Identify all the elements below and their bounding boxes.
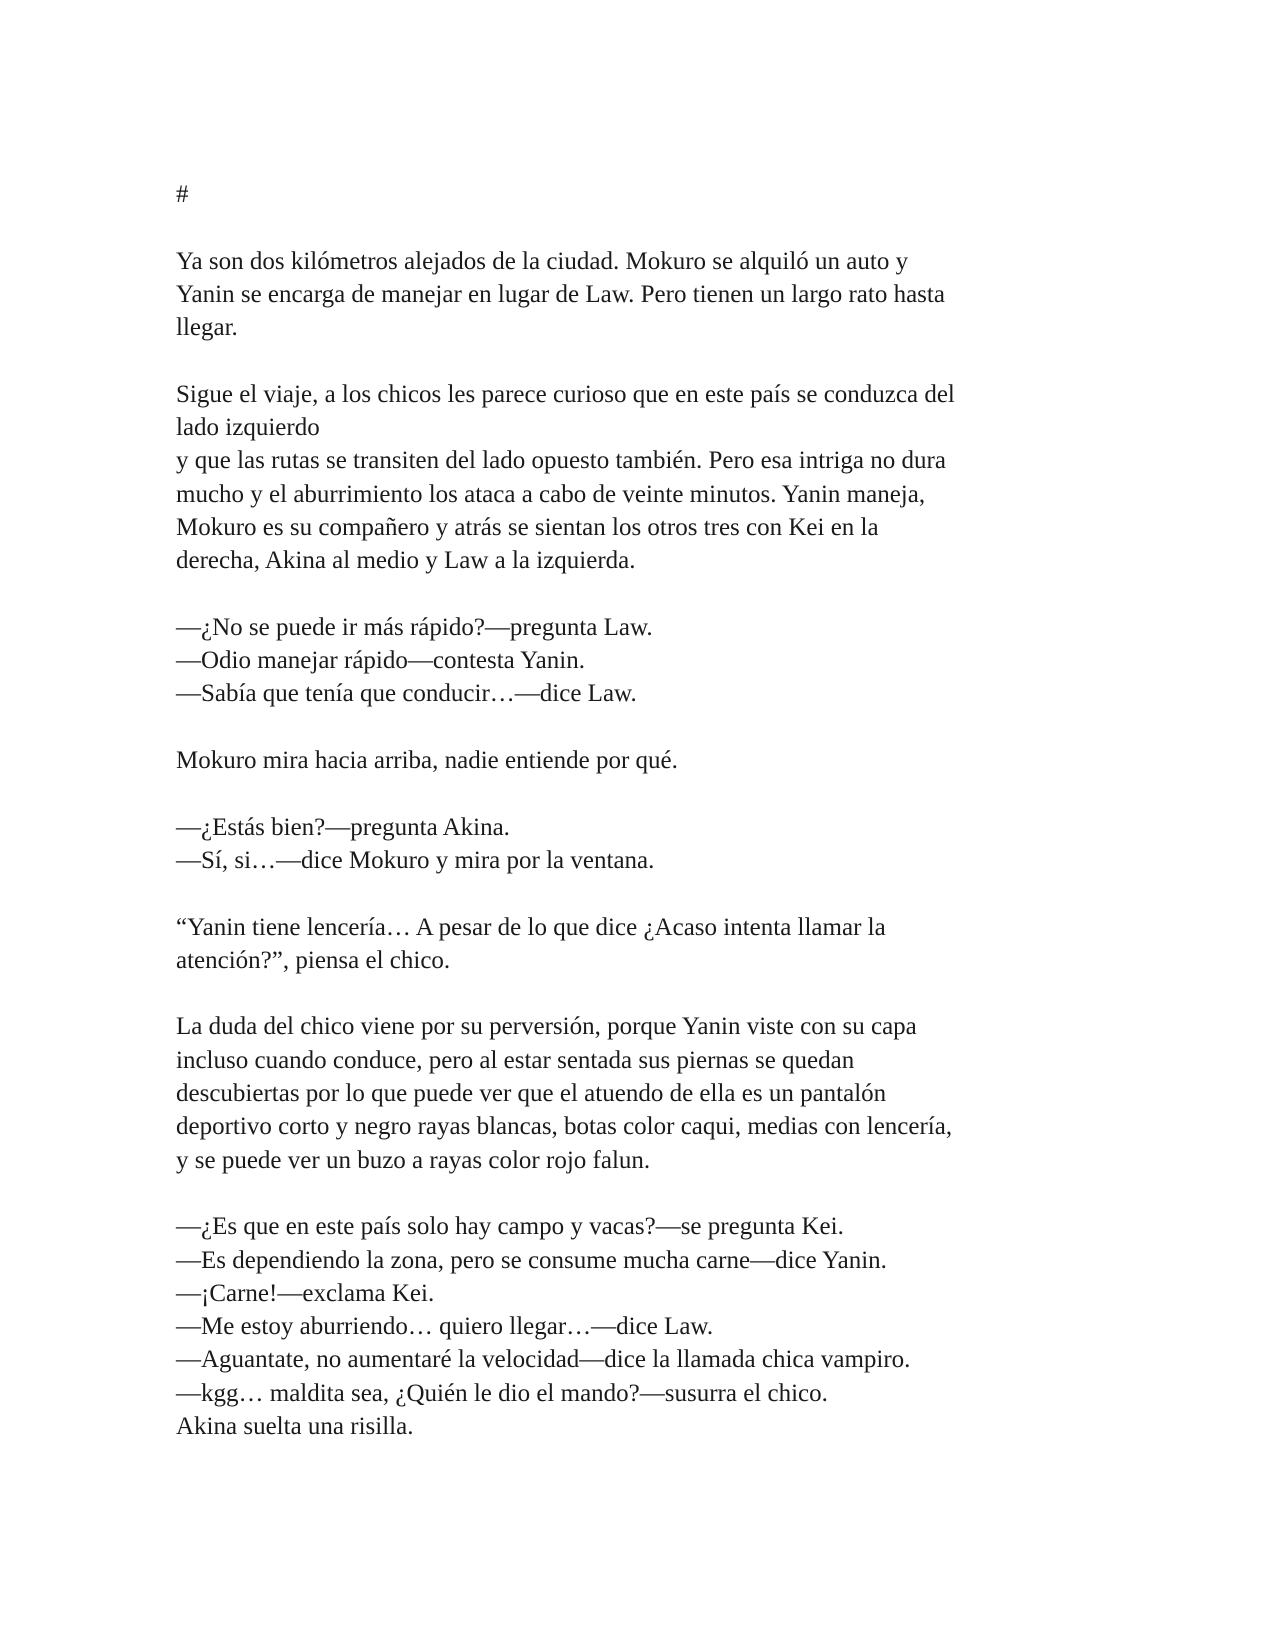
paragraph-spacer xyxy=(176,578,1096,611)
dialogue-line: —¿Es que en este país solo hay campo y vacas?—se pregunta Kei. xyxy=(176,1213,844,1241)
paragraph xyxy=(176,378,1096,578)
paragraph-spacer xyxy=(176,977,1096,1010)
paragraph xyxy=(176,744,1096,777)
dialogue-line: —kgg… maldita sea, ¿Quién le dio el mando?—susurra el chico. xyxy=(176,1379,828,1407)
text-line: La duda del chico viene por su perversión, porque Yanin viste con su capa xyxy=(176,1013,917,1041)
paragraph xyxy=(176,1010,1096,1176)
dialogue-line: —Sabía que tenía que conducir…—dice Law. xyxy=(176,680,637,708)
text-line: Sigue el viaje, a los chicos les parece curioso que en este país se conduzca del xyxy=(176,380,955,408)
paragraph xyxy=(176,245,1096,345)
paragraph xyxy=(176,178,1096,211)
dialogue-line: —Aguantate, no aumentaré la velocidad—dice la llamada chica vampiro. xyxy=(176,1346,911,1374)
dialogue-line: —¿Estás bien?—pregunta Akina. xyxy=(176,813,510,841)
paragraph-spacer xyxy=(176,877,1096,910)
dialogue-line: Akina suelta una risilla. xyxy=(176,1412,414,1440)
text-line: Mokuro es su compañero y atrás se sientan los otros tres con Kei en la xyxy=(176,513,879,541)
text-line: descubiertas por lo que puede ver que el atuendo de ella es un pantalón xyxy=(176,1080,887,1108)
dialogue-block xyxy=(176,811,1096,878)
text-line: Yanin se encarga de manejar en lugar de Law. Pero tienen un largo rato hasta xyxy=(176,280,945,308)
text-line: mucho y el aburrimiento los ataca a cabo de veinte minutos. Yanin maneja, xyxy=(176,480,926,508)
document-body xyxy=(176,178,1096,1443)
paragraph-spacer xyxy=(176,711,1096,744)
paragraph-spacer xyxy=(176,777,1096,810)
text-line: incluso cuando conduce, pero al estar sentada sus piernas se quedan xyxy=(176,1046,855,1074)
dialogue-line: —Sí, si…—dice Mokuro y mira por la ventana. xyxy=(176,846,655,874)
text-line: derecha, Akina al medio y Law a la izquierda. xyxy=(176,547,636,575)
paragraph-spacer xyxy=(176,211,1096,244)
paragraph-spacer xyxy=(176,1177,1096,1210)
text-line: atención?”, piensa el chico. xyxy=(176,946,451,974)
text-line: y se puede ver un buzo a rayas color rojo falun. xyxy=(176,1146,651,1174)
dialogue-block xyxy=(176,611,1096,711)
text-line: lado izquierdo xyxy=(176,414,320,442)
dialogue-line: —¿No se puede ir más rápido?—pregunta Law. xyxy=(176,613,653,641)
dialogue-block xyxy=(176,1210,1096,1443)
dialogue-line: —Odio manejar rápido—contesta Yanin. xyxy=(176,647,585,675)
section-break-marker: # xyxy=(176,181,189,208)
dialogue-line: —¡Carne!—exclama Kei. xyxy=(176,1279,435,1307)
dialogue-line: —Me estoy aburriendo… quiero llegar…—dice Law. xyxy=(176,1313,714,1341)
text-line: y que las rutas se transiten del lado opuesto también. Pero esa intriga no dura xyxy=(176,447,946,475)
paragraph xyxy=(176,911,1096,978)
text-line: llegar. xyxy=(176,314,238,342)
text-line: deportivo corto y negro rayas blancas, botas color caqui, medias con lencería, xyxy=(176,1113,953,1141)
text-line: Ya son dos kilómetros alejados de la ciudad. Mokuro se alquiló un auto y xyxy=(176,247,909,275)
paragraph-spacer xyxy=(176,344,1096,377)
dialogue-line: —Es dependiendo la zona, pero se consume mucha carne—dice Yanin. xyxy=(176,1246,887,1274)
text-line: Mokuro mira hacia arriba, nadie entiende por qué. xyxy=(176,747,678,775)
text-line: “Yanin tiene lencería… A pesar de lo que dice ¿Acaso intenta llamar la xyxy=(176,913,886,941)
